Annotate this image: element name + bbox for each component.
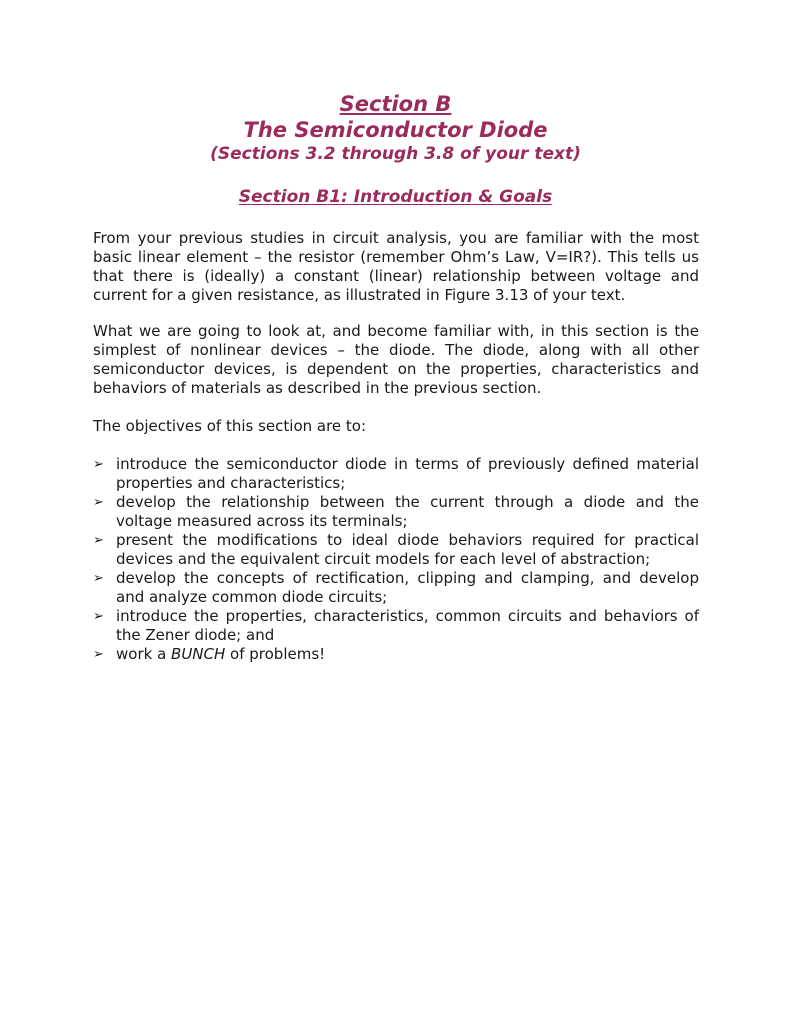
list-item <box>93 607 699 645</box>
objective-text: introduce the semiconductor diode in terms of previously defined material properties and characteristics; <box>116 455 699 492</box>
list-item <box>93 455 699 493</box>
arrow-bullet-icon: ➢ <box>93 533 104 548</box>
objective-text-prefix: work a <box>116 645 172 663</box>
objective-text-suffix: of problems! <box>225 645 326 663</box>
objective-text: develop the relationship between the current through a diode and the voltage measured across its terminals; <box>116 493 699 530</box>
diode-paragraph: What we are going to look at, and become familiar with, in this section is the simplest of nonlinear devices – the diode. The diode, along with all other semiconductor devices, is dependent on the properties, characteristics and behaviors of materials as described in the previous section. <box>93 322 699 397</box>
objective-text: develop the concepts of rectification, clipping and clamping, and develop and analyze common diode circuits; <box>116 569 699 606</box>
list-item <box>93 569 699 607</box>
list-item <box>93 493 699 531</box>
arrow-bullet-icon: ➢ <box>93 457 104 472</box>
objectives-list <box>93 455 699 664</box>
list-item <box>93 645 699 664</box>
page-title: The Semiconductor Diode <box>243 118 548 142</box>
objective-emphasis: BUNCH <box>171 645 226 663</box>
objectives-intro: The objectives of this section are to: <box>93 417 367 435</box>
subsection-heading: Section B1: Introduction & Goals <box>238 187 553 207</box>
arrow-bullet-icon: ➢ <box>93 571 104 586</box>
list-item <box>93 531 699 569</box>
objective-text: introduce the properties, characteristics, common circuits and behaviors of the Zener diode; and <box>116 607 699 644</box>
arrow-bullet-icon: ➢ <box>93 647 104 662</box>
arrow-bullet-icon: ➢ <box>93 495 104 510</box>
arrow-bullet-icon: ➢ <box>93 609 104 624</box>
intro-paragraph: From your previous studies in circuit analysis, you are familiar with the most basic linear element – the resistor (remember Ohm’s Law, V=IR?). This tells us that there is (ideally) a constant (linear) relationship between voltage and current for a given resistance, as illustrated in Figure 3.13 of your text. <box>93 229 699 304</box>
section-heading: Section B <box>339 92 452 116</box>
objective-text: present the modifications to ideal diode behaviors required for practical devices and the equivalent circuit models for each level of abstraction; <box>116 531 699 568</box>
page-subtitle: (Sections 3.2 through 3.8 of your text) <box>210 144 581 164</box>
